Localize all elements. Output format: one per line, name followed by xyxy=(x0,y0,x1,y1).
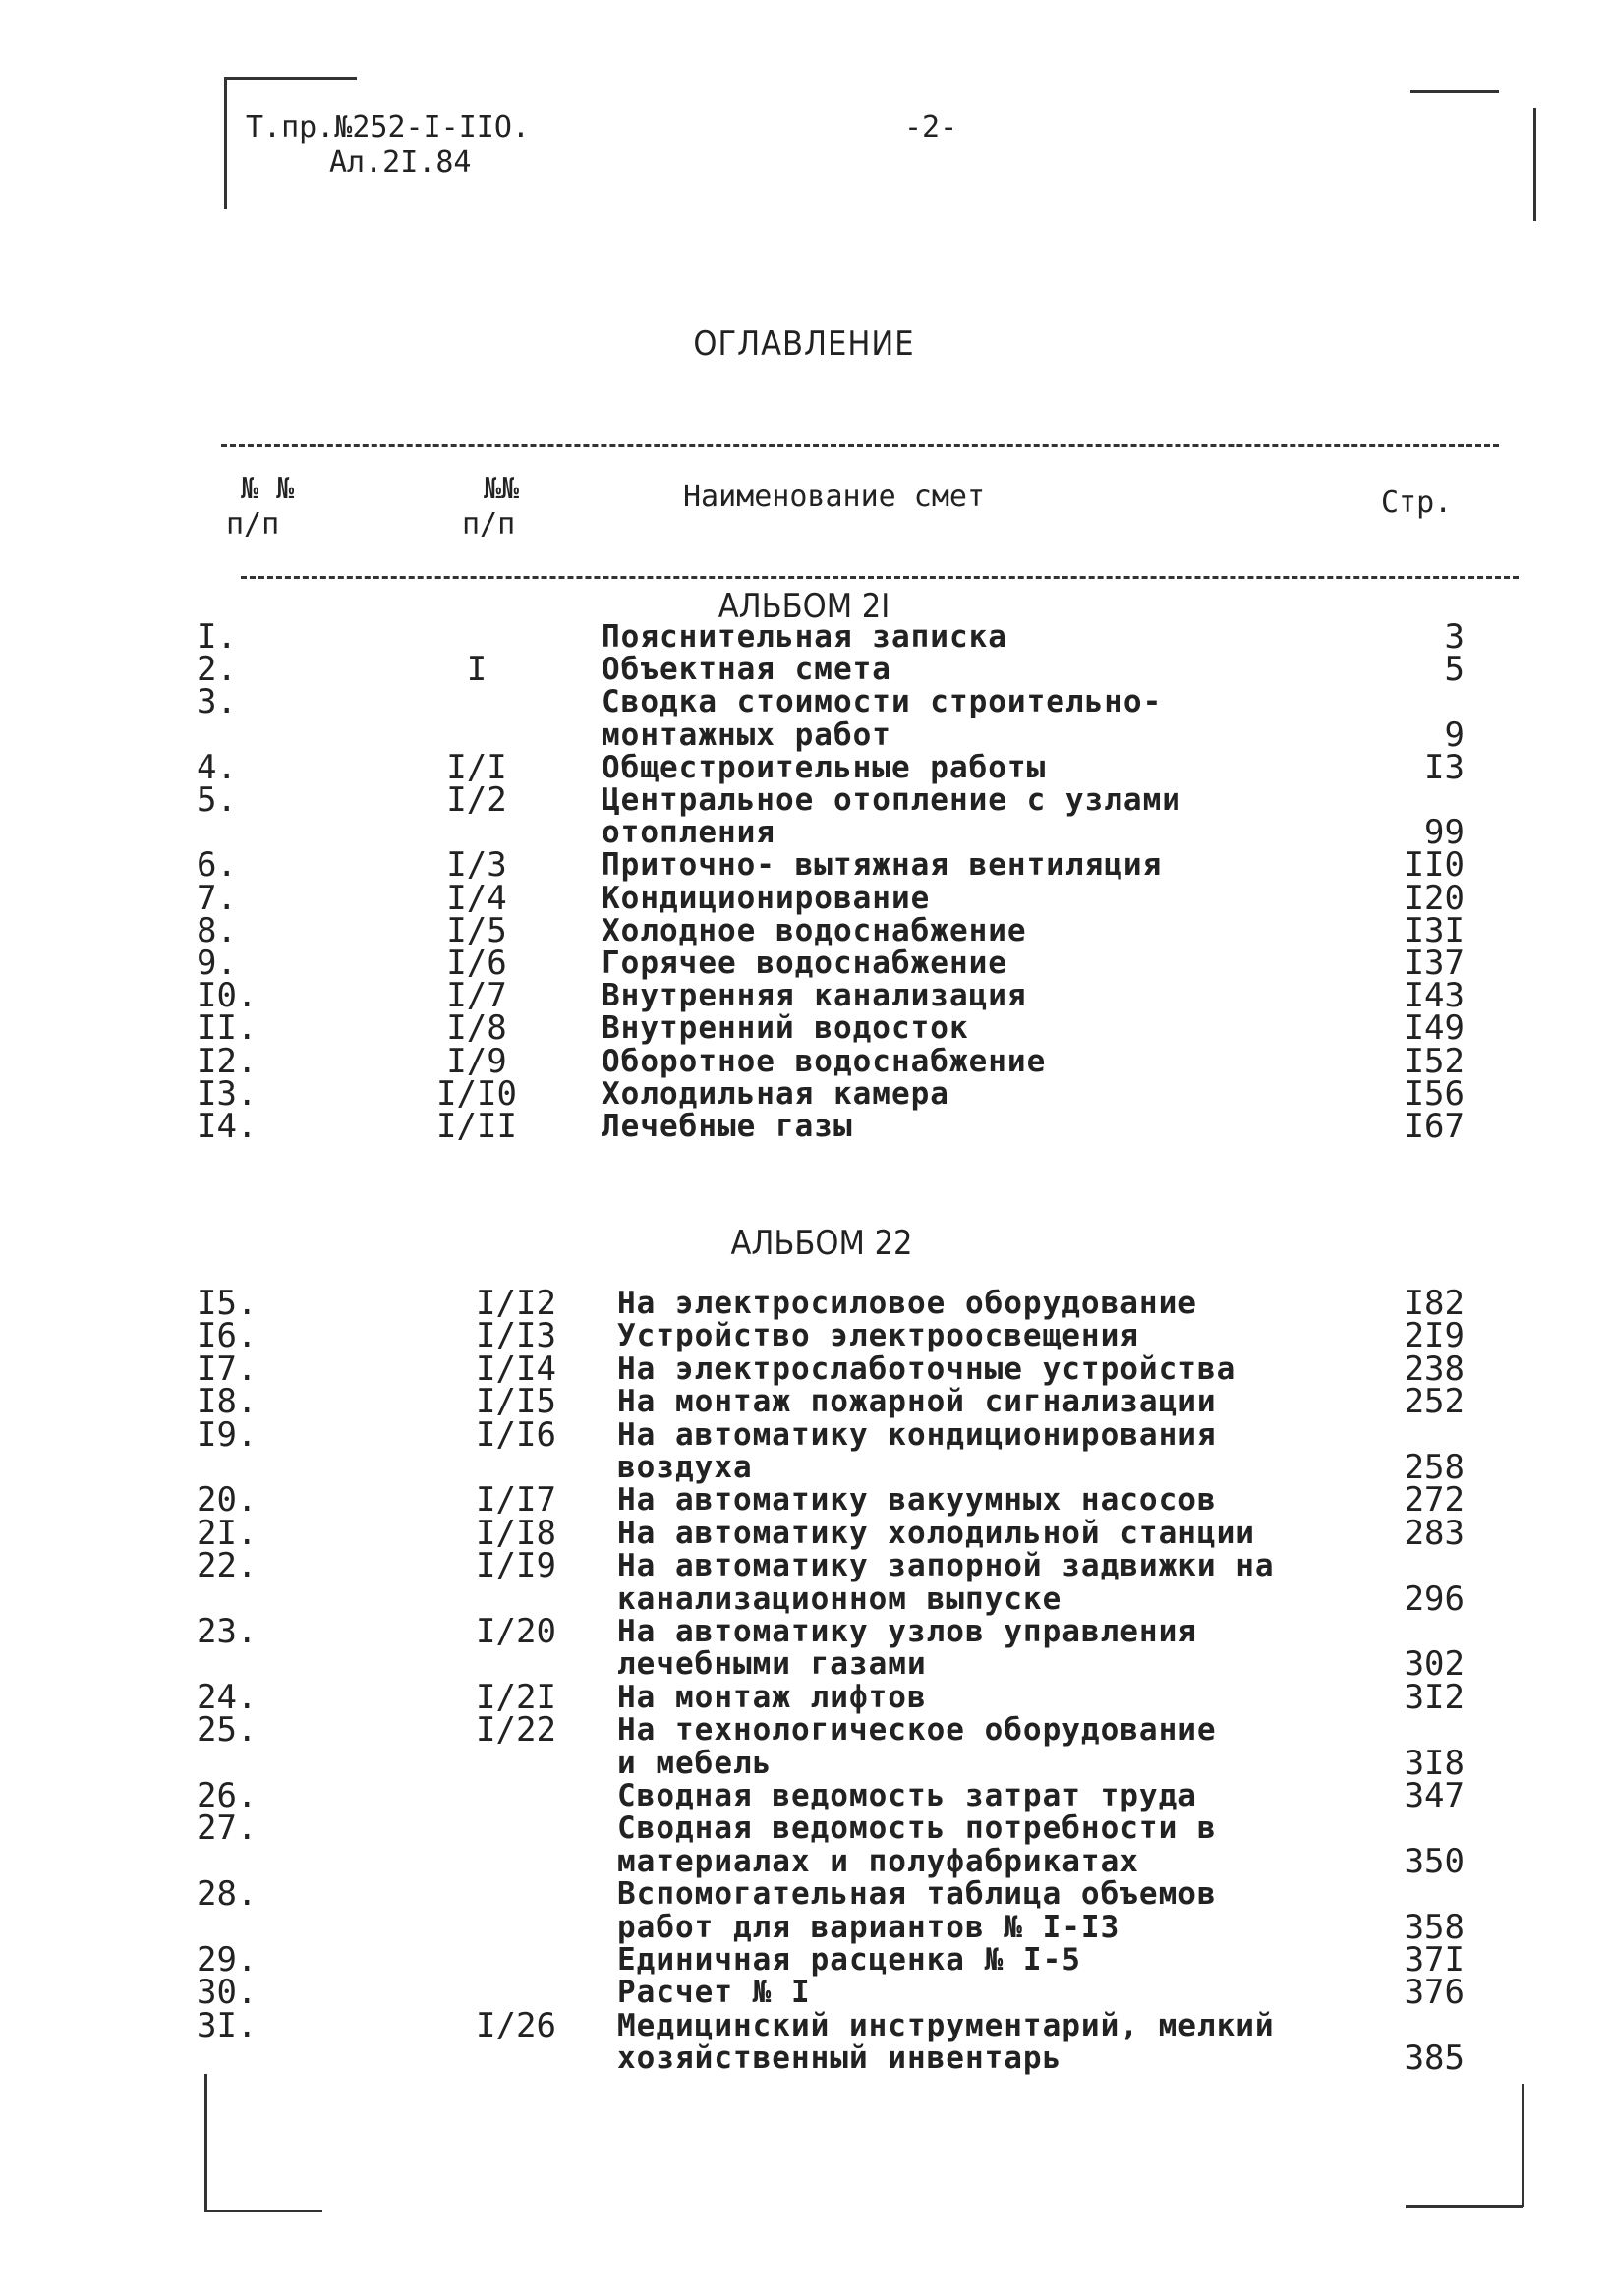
row-page-number: 272 xyxy=(1404,1480,1464,1521)
row-title-line: монтажных работ xyxy=(602,717,891,753)
row-sub-number: I/2I xyxy=(476,1677,556,1717)
row-sub-number: I/I0 xyxy=(436,1073,517,1114)
row-title-line: Приточно- вытяжная вентиляция xyxy=(602,847,1163,884)
header-col-num-line1: № № xyxy=(241,472,295,506)
row-number: 28. xyxy=(197,1874,258,1915)
row-title-line: На электрослаботочные устройства xyxy=(617,1350,1236,1387)
row-title-line: Внутренний водосток xyxy=(602,1010,969,1047)
header-col-page: Стр. xyxy=(1381,486,1453,520)
row-title-line: Холодильная камера xyxy=(602,1075,949,1112)
row-sub-number: I/26 xyxy=(476,2005,556,2045)
row-title-line: На автоматику холодильной станции xyxy=(617,1515,1255,1551)
row-sub-number: I/I6 xyxy=(476,1414,556,1455)
row-title-line: канализационном выпуске xyxy=(617,1580,1062,1617)
row-number: I4. xyxy=(197,1107,258,1146)
row-number: 6. xyxy=(197,845,237,886)
row-number: 24. xyxy=(197,1677,258,1717)
row-page-number: I43 xyxy=(1404,976,1464,1016)
row-number: I2. xyxy=(197,1041,258,1081)
row-sub-number: I/20 xyxy=(476,1612,556,1651)
header-divider-bottom xyxy=(241,576,1519,579)
row-page-number: I67 xyxy=(1404,1107,1464,1146)
row-page-number: I3 xyxy=(1424,747,1464,787)
row-title-line: На монтаж пожарной сигнализации xyxy=(617,1384,1217,1420)
header-col-num-line2: п/п xyxy=(226,507,280,542)
row-page-number: I37 xyxy=(1404,944,1464,983)
row-title-line: Вспомогательная таблица объемов xyxy=(617,1876,1217,1913)
row-sub-number: I/4 xyxy=(446,878,507,918)
row-page-number: I3I xyxy=(1404,910,1464,950)
frame-top-left-horizontal xyxy=(224,77,357,80)
row-page-number: 302 xyxy=(1404,1644,1464,1685)
row-number: 7. xyxy=(197,878,237,918)
row-sub-number: I/6 xyxy=(446,944,507,983)
row-page-number: 5 xyxy=(1444,650,1464,690)
row-sub-number: I/7 xyxy=(446,976,507,1016)
row-title-line: Внутренняя канализация xyxy=(602,978,1027,1014)
row-sub-number: I/8 xyxy=(446,1008,507,1049)
row-sub-number: I/I8 xyxy=(476,1513,556,1553)
row-number: I8. xyxy=(197,1382,258,1422)
row-page-number: 385 xyxy=(1404,2038,1464,2079)
row-sub-number: I/I5 xyxy=(476,1382,556,1422)
document-number: Т.пр.№252-I-IIO. xyxy=(246,110,530,144)
header-col-name: Наименование смет xyxy=(683,480,986,514)
row-title-line: На автоматику запорной задвижки на xyxy=(617,1548,1275,1584)
album-reference: Ал.2I.84 xyxy=(329,145,472,180)
row-sub-number: I/I xyxy=(446,747,507,787)
row-sub-number: I/3 xyxy=(446,845,507,886)
row-number: 9. xyxy=(197,944,237,983)
row-title-line: Медицинский инструментарий, мелкий xyxy=(617,2007,1275,2043)
row-title-line: На электросиловое оборудование xyxy=(617,1286,1197,1321)
row-page-number: 358 xyxy=(1404,1907,1464,1947)
album-22-heading: АЛЬБОМ 22 xyxy=(730,1224,913,1263)
document-title: ОГЛАВЛЕНИЕ xyxy=(693,324,915,364)
frame-bottom-left-vertical xyxy=(204,2074,207,2211)
row-number: 5. xyxy=(197,780,237,820)
frame-top-left-vertical xyxy=(224,77,227,209)
row-page-number: 2I9 xyxy=(1404,1316,1464,1356)
row-page-number: I20 xyxy=(1404,878,1464,918)
row-page-number: 252 xyxy=(1404,1382,1464,1422)
row-number: I0. xyxy=(197,976,258,1016)
row-title-line: Центральное отопление с узлами xyxy=(602,782,1181,818)
row-sub-number: I/5 xyxy=(446,910,507,950)
row-number: 2. xyxy=(197,650,237,690)
row-page-number: 296 xyxy=(1404,1578,1464,1619)
row-page-number: I52 xyxy=(1404,1041,1464,1081)
row-number: I. xyxy=(197,617,237,657)
row-number: 29. xyxy=(197,1940,258,1980)
row-sub-number: I/2 xyxy=(446,780,507,820)
header-col-sub-line1: №№ xyxy=(484,472,520,506)
row-page-number: 37I xyxy=(1404,1940,1464,1980)
row-title-line: и мебель xyxy=(617,1745,773,1781)
row-number: 8. xyxy=(197,910,237,950)
frame-top-right-horizontal xyxy=(1410,90,1499,93)
row-page-number: 9 xyxy=(1444,715,1464,755)
header-divider-top xyxy=(221,444,1499,447)
row-number: 25. xyxy=(197,1710,258,1751)
row-sub-number: I/22 xyxy=(476,1710,556,1751)
row-page-number: I56 xyxy=(1404,1073,1464,1114)
row-title-line: Холодное водоснабжение xyxy=(602,912,1027,948)
row-title-line: работ для вариантов № I-I3 xyxy=(617,1909,1120,1945)
row-title-line: Устройство электроосвещения xyxy=(617,1318,1139,1354)
row-number: 3I. xyxy=(197,2005,258,2045)
row-title-line: На технологическое оборудование xyxy=(617,1712,1217,1749)
row-title-line: материалах и полуфабрикатах xyxy=(617,1843,1139,1879)
row-title-line: отопления xyxy=(602,815,775,851)
row-title-line: Сводная ведомость потребности в xyxy=(617,1810,1217,1847)
row-number: I6. xyxy=(197,1316,258,1356)
row-page-number: 99 xyxy=(1424,813,1464,853)
row-sub-number: I/I2 xyxy=(476,1284,556,1323)
row-sub-number: I/I7 xyxy=(476,1480,556,1521)
row-sub-number: I/I4 xyxy=(476,1349,556,1389)
row-number: II. xyxy=(197,1008,258,1049)
row-sub-number: I/9 xyxy=(446,1041,507,1081)
row-title-line: Сводка стоимости строительно- xyxy=(602,684,1163,720)
row-number: 3. xyxy=(197,682,237,722)
row-page-number: 376 xyxy=(1404,1973,1464,2013)
row-page-number: 238 xyxy=(1404,1349,1464,1389)
row-title-line: Единичная расценка № I-5 xyxy=(617,1942,1081,1978)
row-page-number: 258 xyxy=(1404,1447,1464,1487)
row-title-line: хозяйственный инвентарь xyxy=(617,2040,1062,2077)
row-sub-number: I/I9 xyxy=(476,1546,556,1586)
frame-top-right-vertical xyxy=(1533,108,1536,221)
row-title-line: Общестроительные работы xyxy=(602,749,1047,785)
row-sub-number: I/II xyxy=(436,1107,517,1146)
row-number: 2I. xyxy=(197,1513,258,1553)
row-title-line: Лечебные газы xyxy=(602,1109,853,1144)
row-number: 20. xyxy=(197,1480,258,1521)
row-number: I7. xyxy=(197,1349,258,1389)
row-title-line: На монтаж лифтов xyxy=(617,1679,927,1715)
row-title-line: На автоматику кондиционирования xyxy=(617,1416,1217,1453)
row-number: 26. xyxy=(197,1776,258,1815)
row-page-number: 3I8 xyxy=(1404,1743,1464,1783)
row-title-line: На автоматику узлов управления xyxy=(617,1614,1197,1649)
row-title-line: воздуха xyxy=(617,1449,753,1485)
row-page-number: 3 xyxy=(1444,617,1464,657)
row-title-line: Оборотное водоснабжение xyxy=(602,1043,1047,1079)
row-page-number: II0 xyxy=(1404,845,1464,886)
row-title-line: Пояснительная записка xyxy=(602,619,1007,655)
row-number: 22. xyxy=(197,1546,258,1586)
row-sub-number: I/I3 xyxy=(476,1316,556,1356)
row-number: 30. xyxy=(197,1973,258,2013)
row-page-number: I49 xyxy=(1404,1008,1464,1049)
row-title-line: Объектная смета xyxy=(602,652,891,688)
frame-bottom-right-vertical xyxy=(1522,2084,1524,2207)
row-page-number: 350 xyxy=(1404,1841,1464,1881)
row-title-line: Сводная ведомость затрат труда xyxy=(617,1778,1197,1813)
row-number: I9. xyxy=(197,1414,258,1455)
row-number: I3. xyxy=(197,1073,258,1114)
header-col-sub-line2: п/п xyxy=(462,507,516,542)
row-page-number: 347 xyxy=(1404,1776,1464,1815)
row-title-line: На автоматику вакуумных насосов xyxy=(617,1482,1217,1519)
row-title-line: Кондиционирование xyxy=(602,880,931,916)
row-page-number: I82 xyxy=(1404,1284,1464,1323)
row-number: 23. xyxy=(197,1612,258,1651)
row-number: 27. xyxy=(197,1808,258,1849)
album-21-heading: АЛЬБОМ 2I xyxy=(718,587,890,626)
row-title-line: Расчет № I xyxy=(617,1975,811,2011)
page-marker: -2- xyxy=(904,110,958,144)
frame-bottom-left-horizontal xyxy=(204,2210,322,2212)
frame-bottom-right-horizontal xyxy=(1406,2205,1523,2208)
row-page-number: 3I2 xyxy=(1404,1677,1464,1717)
row-number: 4. xyxy=(197,747,237,787)
row-title-line: лечебными газами xyxy=(617,1646,927,1683)
row-page-number: 283 xyxy=(1404,1513,1464,1553)
row-title-line: Горячее водоснабжение xyxy=(602,946,1007,981)
row-sub-number: I xyxy=(466,650,488,690)
row-number: I5. xyxy=(197,1284,258,1323)
